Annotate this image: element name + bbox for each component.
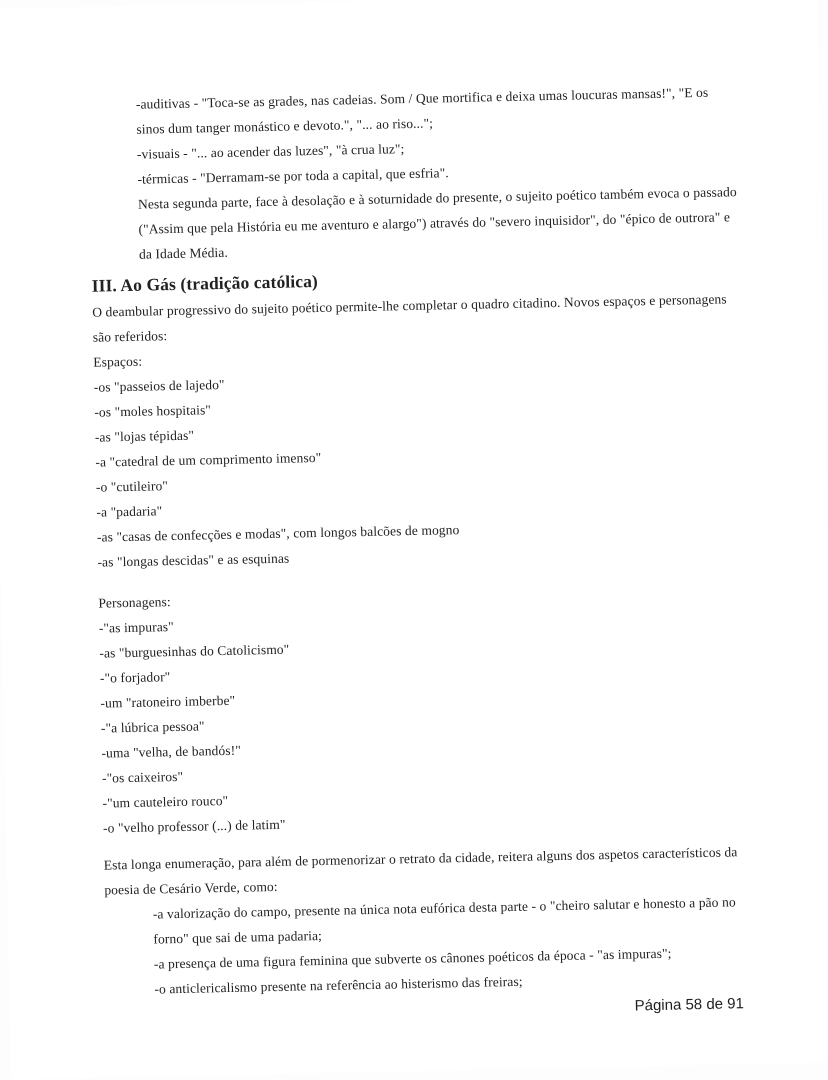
list-item: -uma "velha, de bandós!"	[101, 742, 242, 761]
paragraph: -visuais - "... ao acender das luzes", "à crua luz";	[136, 141, 405, 162]
page-number: Página 58 de 91	[634, 995, 745, 1015]
list-item: -"um cauteleiro rouco"	[102, 792, 229, 811]
list-item: -as "burguesinhas do Catolicismo"	[99, 641, 290, 661]
list-item: -o anticlericalismo presente na referência ao histerismo das freiras;	[154, 973, 523, 997]
personagens-list	[99, 602, 754, 841]
list-item: -"a lúbrica pessoa"	[100, 718, 205, 736]
list-item: -a presença de uma figura feminina que subverte os cânones poéticos da época - "as impuras";	[153, 945, 672, 972]
list-item: -a valorização do campo, presente na única nota eufórica desta parte - o "cheiro salutar e honesto a pão no forno" que sai de uma padaria;	[152, 894, 736, 947]
intro-block	[136, 79, 742, 267]
list-item: -o "velho professor (...) de latim"	[102, 816, 286, 836]
list-item: -as "longas descidas" e as esquinas	[97, 550, 290, 570]
list-item: -as "casas de confecções e modas", com longos balcões de mogno	[96, 522, 460, 545]
list-item: -os "moles hospitais"	[94, 402, 212, 420]
espacos-label: Espaços:	[93, 353, 143, 370]
personagens-label: Personagens:	[98, 594, 171, 611]
list-item: -a "catedral de um comprimento imenso"	[95, 449, 322, 470]
list-item: -as "lojas tépidas"	[94, 427, 195, 445]
paragraph: -auditivas - "Toca-se as grades, nas cadeias. Som / Que mortifica e deixa umas loucuras mansas!", "E os sinos dum tanger monástico e devoto.", "... ao riso...";	[135, 84, 709, 137]
section-intro-paragraph: O deambular progressivo do sujeito poético permite-lhe completar o quadro citadino. Novos espaços e personagens são referidos:	[92, 291, 727, 345]
list-item: -a "padaria"	[96, 503, 163, 520]
closing-list	[153, 889, 757, 1002]
list-item: -um "ratoneiro imberbe"	[100, 692, 236, 711]
list-item: -os "passeios de lajedo"	[93, 376, 225, 395]
list-item: -"as impuras"	[98, 619, 174, 636]
paragraph: Nesta segunda parte, face à desolação e à soturnidade do presente, o sujeito poético também evoca o passado ("Assim que pela História eu me aventuro e alargo") através do "severo inquisidor", do "épico de outrora" e da Idade Média.	[137, 184, 737, 262]
section-heading: III. Ao Gás (tradição católica)	[91, 270, 319, 296]
paragraph: -térmicas - "Derramam-se por toda a capital, que esfria".	[137, 165, 449, 187]
list-item: -o "cutileiro"	[95, 478, 169, 495]
list-item: -"o forjador"	[99, 669, 171, 686]
page-content	[88, 79, 757, 1002]
closing-paragraph: Esta longa enumeração, para além de pormenorizar o retrato da cidade, reitera alguns dos aspetos característicos da poesia de Cesário Verde, como:	[103, 844, 738, 898]
espacos-list	[94, 361, 748, 575]
list-item: -"os caixeiros"	[101, 768, 184, 786]
